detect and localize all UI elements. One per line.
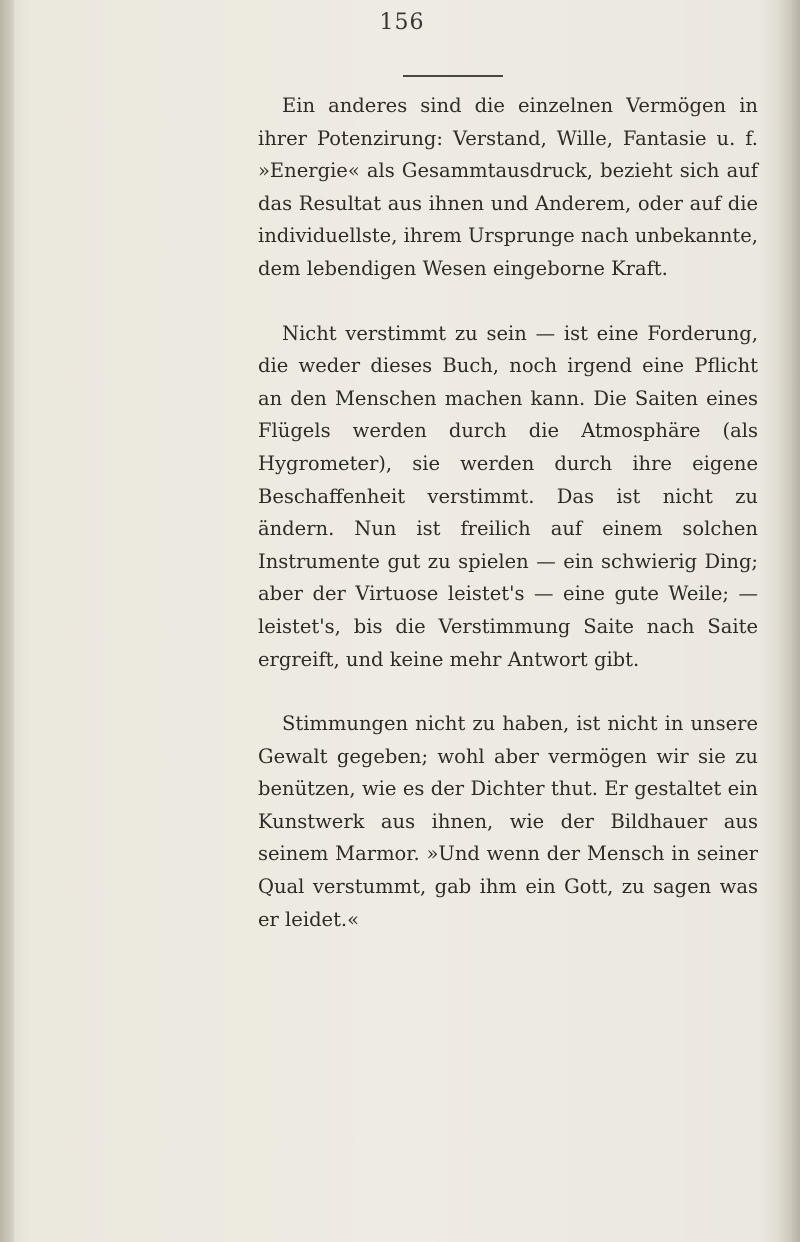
body-text [258, 90, 758, 936]
page-number: 156 [379, 10, 425, 35]
page-spine-shadow [0, 0, 14, 1242]
paragraph-1: Ein anderes sind die einzelnen Vermögen in ihrer Potenzirung: Verstand, Wille, Fantasie u. f. »Energie« als Gesammtausdruck, bezieht sich auf das Resultat aus ihnen und Anderem, oder auf die individuellste, ihrem Ursprunge nach unbekannte, dem lebendigen Wesen eingeborne Kraft. [258, 94, 758, 280]
paragraph-3: Stimmungen nicht zu haben, ist nicht in unsere Gewalt gegeben; wohl aber vermögen wir sie zu benützen, wie es der Dichter thut. Er gestaltet ein Kunstwerk aus ihnen, wie der Bildhauer aus seinem Marmor. »Und wenn der Mensch in seiner Qual verstummt, gab ihm ein Gott, zu sagen was er leidet.« [258, 712, 758, 931]
paragraph-2: Nicht verstimmt zu sein — ist eine Forderung, die weder dieses Buch, noch irgend eine Pflicht an den Menschen machen kann. Die Saiten eines Flügels werden durch die Atmosphäre (als Hygrometer), sie werden durch ihre eigene Beschaffenheit verstimmt. Das ist nicht zu ändern. Nun ist freilich auf einem solchen Instrumente gut zu spielen — ein schwierig Ding; aber der Virtuose leistet's — eine gute Weile; — leistet's, bis die Verstimmung Saite nach Saite ergreift, und keine mehr Antwort gibt. [258, 321, 758, 671]
page-edge-shadow [778, 0, 800, 1242]
header-rule [403, 75, 503, 77]
